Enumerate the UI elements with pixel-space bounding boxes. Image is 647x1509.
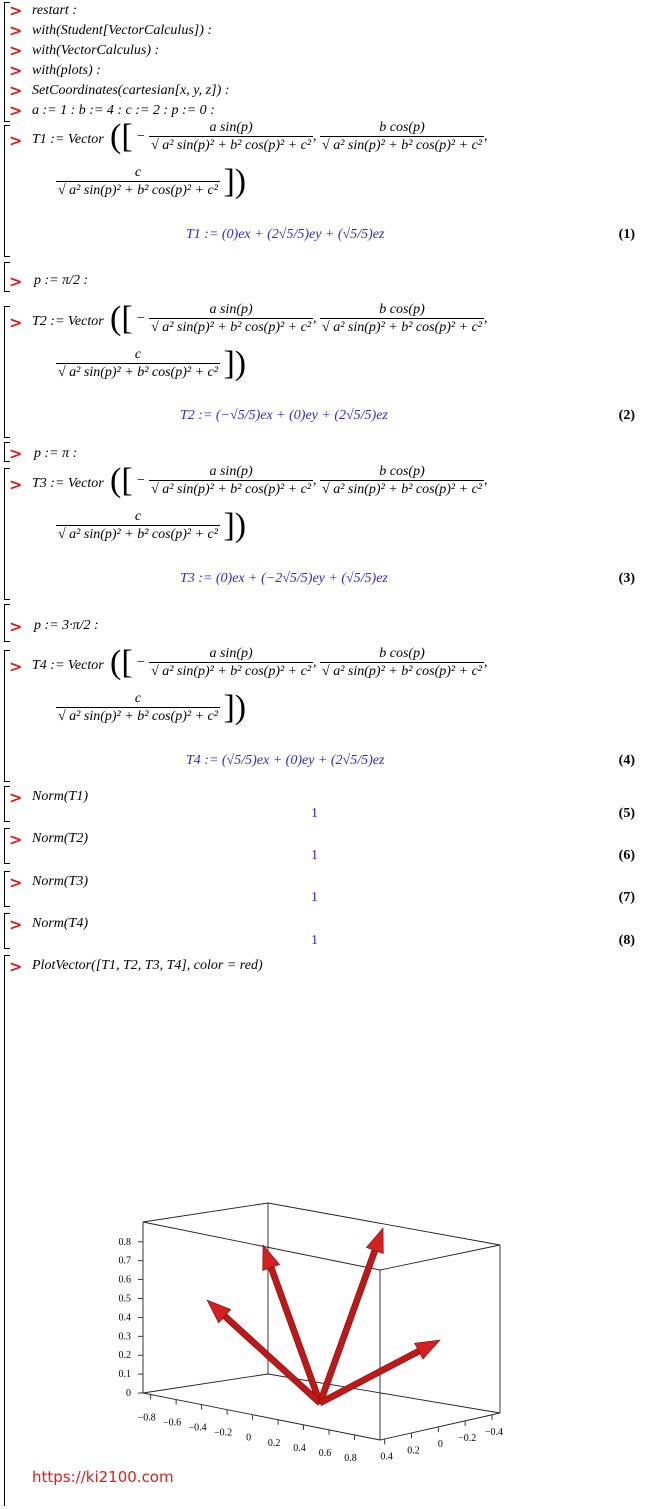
den: √ a² sin(p)² + b² cos(p)² + c² [322, 138, 482, 153]
prompt[interactable]: > [9, 444, 23, 463]
norm-result-4: 1 [311, 933, 318, 948]
eq-label-4: (4) [618, 753, 635, 768]
x-tick-label: −0.2 [214, 1427, 233, 1439]
t1-vector-expr: ([ − $\frac{\text{a sin(p)}}{\text{√ a² sin(p)² + b² cos(p)² + c²}}$ , $\frac{\text{b cos(p)}}{\text{√ a² sin(p)² + b² cos(p)² + c²}}$ , [110, 118, 488, 155]
z-tick-label: 0.6 [118, 1274, 131, 1286]
y-axis-ticks [380, 1415, 503, 1463]
x-tick-label: 0.6 [318, 1447, 332, 1459]
prompt[interactable]: > [9, 131, 23, 150]
result-1: T1 := (0)ex + (2√5/5)ey + (√5/5)ez [186, 227, 385, 242]
norm-result-3: 1 [311, 890, 318, 905]
t4-label[interactable]: T4 := Vector [32, 658, 104, 673]
prompt[interactable]: > [9, 617, 23, 636]
cmd-p-pi[interactable]: p := π : [34, 446, 78, 461]
den: √ a² sin(p)² + b² cos(p)² + c² [151, 482, 312, 497]
x-tick-label: 0.2 [267, 1437, 281, 1449]
cmd-norm-2[interactable]: Norm(T2) [32, 831, 89, 846]
y-tick-label: −0.2 [458, 1432, 477, 1444]
x-tick-label: −0.4 [188, 1422, 207, 1434]
num-b: b cos(p) [379, 646, 425, 661]
num-b: b cos(p) [379, 120, 425, 135]
prompt[interactable]: > [9, 830, 23, 849]
t1-vector-expr-c: $\frac{c}{\text{√ a² sin(p)² + b² cos(p)² + c²}}$ ]) [58, 163, 247, 200]
num-c: c [134, 347, 142, 362]
t3-label[interactable]: T3 := Vector [32, 476, 104, 491]
den: √ a² sin(p)² + b² cos(p)² + c² [58, 183, 218, 198]
eq-label-7: (7) [618, 890, 635, 905]
cmd-norm-4[interactable]: Norm(T4) [32, 916, 89, 931]
t4-vector-expr: ([ − $\frac{\text{a sin(p)}}{\text{√ a² sin(p)² + b² cos(p)² + c²}}$ , $\frac{\text{b cos(p)}}{\text{√ a² sin(p)² + b² cos(p)² + c²}}$ , [110, 644, 488, 681]
num-a: a sin(p) [209, 120, 253, 135]
prompt[interactable]: > [9, 21, 23, 40]
prompt[interactable]: > [9, 313, 23, 332]
num-c: c [134, 691, 142, 706]
t1-label[interactable]: T1 := Vector [32, 132, 104, 147]
den: √ a² sin(p)² + b² cos(p)² + c² [322, 664, 482, 679]
num-a: a sin(p) [209, 464, 253, 479]
t3-vector-expr: ([ − $\frac{\text{a sin(p)}}{\text{√ a² sin(p)² + b² cos(p)² + c²}}$ , $\frac{\text{b cos(p)}}{\text{√ a² sin(p)² + b² cos(p)² + c²}}$ , [110, 462, 488, 499]
cmd-norm-1[interactable]: Norm(T1) [32, 789, 89, 804]
cmd-norm-3[interactable]: Norm(T3) [32, 874, 89, 889]
eq-label-1: (1) [618, 227, 635, 242]
eq-label-3: (3) [618, 571, 635, 586]
z-tick-label: 0.1 [118, 1369, 131, 1381]
z-tick-label: 0.7 [118, 1255, 131, 1267]
arrow-head [366, 1228, 383, 1254]
prompt[interactable]: > [9, 475, 23, 494]
cmd-with-student[interactable]: with(Student[VectorCalculus]) : [32, 23, 213, 38]
eq-label-6: (6) [618, 848, 635, 863]
x-tick-label: 0.4 [293, 1442, 306, 1454]
y-tick-label: −0.4 [484, 1426, 504, 1438]
z-axis-ticks [119, 1237, 144, 1399]
den: √ a² sin(p)² + b² cos(p)² + c² [322, 482, 482, 497]
num-a: a sin(p) [209, 302, 253, 317]
prompt[interactable]: > [9, 873, 23, 892]
result-4: T4 := (√5/5)ex + (0)ey + (2√5/5)ez [186, 753, 385, 768]
den: √ a² sin(p)² + b² cos(p)² + c² [151, 138, 312, 153]
t2-vector-expr-c: $\frac{c}{\text{√ a² sin(p)² + b² cos(p)² + c²}}$ ]) [58, 345, 247, 382]
prompt[interactable]: > [9, 1, 23, 20]
prompt[interactable]: > [9, 957, 23, 976]
cmd-with-plots[interactable]: with(plots) : [32, 63, 101, 78]
norm-result-1: 1 [311, 806, 318, 821]
watermark: https://ki2100.com [32, 1468, 174, 1486]
y-tick-label: 0.4 [380, 1451, 393, 1463]
num-b: b cos(p) [379, 464, 425, 479]
z-tick-label: 0.3 [118, 1331, 131, 1343]
y-tick-label: 0 [437, 1439, 443, 1451]
num-c: c [134, 165, 142, 180]
prompt[interactable]: > [9, 61, 23, 80]
cmd-setcoords[interactable]: SetCoordinates(cartesian[x, y, z]) : [32, 83, 230, 98]
den: √ a² sin(p)² + b² cos(p)² + c² [151, 320, 312, 335]
t3-vector-expr-c: $\frac{c}{\text{√ a² sin(p)² + b² cos(p)² + c²}}$ ]) [58, 507, 247, 544]
den: √ a² sin(p)² + b² cos(p)² + c² [322, 320, 482, 335]
den: √ a² sin(p)² + b² cos(p)² + c² [151, 664, 312, 679]
t2-label[interactable]: T2 := Vector [32, 314, 104, 329]
cmd-p-pi-half[interactable]: p := π/2 : [34, 273, 89, 288]
eq-label-5: (5) [618, 806, 635, 821]
box-top [143, 1203, 500, 1270]
z-tick-label: 0.2 [118, 1350, 131, 1362]
cmd-params[interactable]: a := 1 : b := 4 : c := 2 : p := 0 : [32, 103, 215, 118]
eq-label-2: (2) [618, 408, 635, 423]
den: √ a² sin(p)² + b² cos(p)² + c² [58, 365, 218, 380]
vector-arrows [207, 1228, 440, 1406]
num-b: b cos(p) [379, 302, 425, 317]
prompt[interactable]: > [9, 272, 23, 291]
num-a: a sin(p) [209, 646, 253, 661]
prompt[interactable]: > [9, 657, 23, 676]
prompt[interactable]: > [9, 101, 23, 120]
cmd-plotvector[interactable]: PlotVector([T1, T2, T3, T4], color = red) [32, 958, 263, 973]
cmd-with-vc[interactable]: with(VectorCalculus) : [32, 43, 160, 58]
prompt[interactable]: > [9, 915, 23, 934]
prompt[interactable]: > [9, 788, 23, 807]
z-tick-label: 0 [126, 1388, 131, 1399]
x-tick-label: 0 [246, 1432, 252, 1444]
x-tick-label: 0.8 [344, 1452, 357, 1464]
z-tick-label: 0.4 [118, 1312, 131, 1324]
cmd-p-three-pi-half[interactable]: p := 3·π/2 : [34, 618, 99, 633]
den: √ a² sin(p)² + b² cos(p)² + c² [58, 527, 218, 542]
den: √ a² sin(p)² + b² cos(p)² + c² [58, 709, 218, 724]
cmd-restart[interactable]: restart : [32, 3, 77, 18]
norm-result-2: 1 [311, 848, 318, 863]
t2-vector-expr: ([ − $\frac{\text{a sin(p)}}{\text{√ a² sin(p)² + b² cos(p)² + c²}}$ , $\frac{\text{b cos(p)}}{\text{√ a² sin(p)² + b² cos(p)² + c²}}$ , [110, 300, 488, 337]
z-tick-label: 0.5 [118, 1293, 131, 1305]
z-tick-label: 0.8 [118, 1236, 131, 1248]
x-tick-label: −0.8 [137, 1412, 156, 1424]
t4-vector-expr-c: $\frac{c}{\text{√ a² sin(p)² + b² cos(p)² + c²}}$ ]) [58, 689, 247, 726]
prompt[interactable]: > [9, 81, 23, 100]
arrow-head [415, 1340, 440, 1359]
prompt[interactable]: > [9, 41, 23, 60]
result-3: T3 := (0)ex + (−2√5/5)ey + (√5/5)ez [180, 571, 388, 586]
x-tick-label: −0.6 [163, 1417, 182, 1429]
eq-label-8: (8) [618, 933, 635, 948]
result-2: T2 := (−√5/5)ex + (0)ey + (2√5/5)ez [180, 408, 388, 423]
y-tick-label: 0.2 [407, 1445, 420, 1457]
num-c: c [134, 509, 142, 524]
